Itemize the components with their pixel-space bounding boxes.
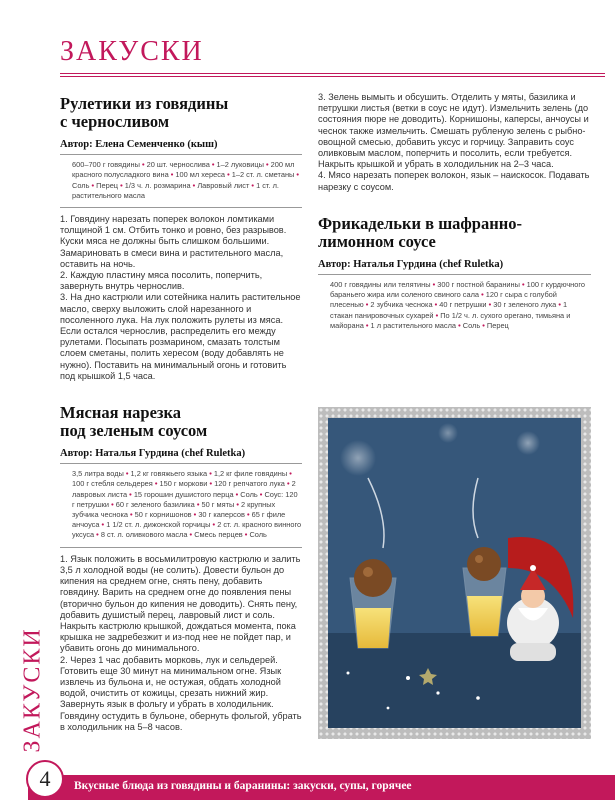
recipe-title: Фрикадельки в шафранно- лимонном соусе — [318, 213, 522, 251]
ingredient-item: 50 г корнишонов — [134, 510, 192, 520]
ingredient-item: 1,2 кг говяжьего языка — [130, 469, 208, 479]
bullet-separator: • — [190, 180, 198, 190]
ingredient-item: 1 ст. л. растительного масла — [72, 180, 279, 200]
recipe-steps — [60, 214, 302, 382]
step-paragraph: 2. Каждую пластину мяса посолить, поперчить, завернуть внутрь чернослив. — [60, 270, 263, 292]
meatballs-in-glasses-photo — [328, 418, 581, 728]
ingredient-item: 1 л растительного масла — [370, 320, 457, 330]
ingredient-item: 2 крупных зубчика чеснока — [72, 499, 276, 520]
side-section-label: ЗАКУСКИ — [19, 627, 46, 753]
ingredient-item: 8 ст. л. оливкового масла — [100, 530, 188, 540]
bullet-separator: • — [187, 530, 195, 540]
header-divider — [60, 73, 605, 74]
bullet-separator: • — [168, 170, 176, 180]
ingredient-item: 100 мл хереса — [175, 170, 226, 180]
ingredient-item: Смесь перцев — [194, 530, 243, 540]
ingredient-item: 120 г репчатого лука — [214, 479, 285, 489]
ingredient-item: 1,2 кг филе говядины — [213, 469, 288, 479]
recipe-author: Автор: Наталья Гурдина (chef Ruletka) — [60, 448, 246, 460]
bullet-separator: • — [257, 489, 265, 499]
bullet-separator: • — [152, 479, 160, 489]
ingredient-item: 15 горошин душистого перца — [133, 489, 234, 499]
section-title: ЗАКУСКИ — [60, 36, 204, 67]
ingredient-item: 200 мл красного полусладкого вина — [72, 160, 295, 180]
bullet-separator: • — [430, 280, 438, 290]
bullet-separator: • — [207, 479, 215, 489]
ingredient-item: 400 г говядины или телятины — [330, 280, 431, 290]
ingredient-item: 3,5 литра воды — [72, 469, 124, 479]
bullet-separator: • — [263, 160, 271, 170]
photo-illustration — [328, 418, 581, 728]
ingredient-list — [318, 280, 591, 331]
bullet-separator: • — [242, 530, 250, 540]
ingredient-item: 100 г стебля сельдерея — [72, 479, 153, 489]
ingredient-list — [60, 469, 302, 540]
ingredient-item: Перец — [486, 320, 509, 330]
ingredient-item: 120 г сыра с голубой плесенью — [330, 290, 557, 310]
header-divider-secondary — [60, 76, 605, 77]
bullet-separator: • — [118, 180, 125, 190]
ingredient-item: Перец — [96, 180, 119, 190]
bullet-separator: • — [123, 469, 131, 479]
bullet-separator: • — [210, 520, 218, 530]
bullet-separator: • — [244, 510, 252, 520]
bullet-separator: • — [432, 300, 440, 310]
ingredient-item: Соль — [249, 530, 267, 540]
book-title: Вкусные блюда из говядины и баранины: закуски, супы, горячее — [74, 780, 412, 792]
bullet-separator: • — [207, 469, 214, 479]
bullet-separator: • — [433, 310, 441, 320]
author-divider — [60, 154, 302, 155]
recipe-steps — [60, 554, 302, 733]
ingredient-item: 1/3 ч. л. розмарина — [124, 180, 191, 190]
ingredient-item: 1 стакан панировочных сухарей — [330, 300, 568, 320]
page-number: 4 — [26, 760, 64, 798]
ingredient-item: 65 г филе анчоуса — [72, 510, 286, 530]
bullet-separator: • — [284, 479, 292, 489]
bullet-separator: • — [94, 530, 101, 540]
ingredient-item: 2 зубчика чеснока — [370, 300, 433, 310]
ingredient-item: 30 г зеленого лука — [493, 300, 557, 310]
left-column — [60, 95, 302, 733]
bullet-separator: • — [480, 320, 487, 330]
ingredient-item: 300 г постной баранины — [437, 280, 520, 290]
bullet-separator: • — [233, 489, 241, 499]
bullet-separator: • — [363, 320, 371, 330]
bullet-separator: • — [363, 300, 371, 310]
ingredient-item: 2 лавровых листа — [72, 479, 296, 499]
ingredient-item: 100 г курдючного бараньего жира или соленого свиного сала — [330, 280, 586, 300]
bullet-separator: • — [209, 160, 217, 170]
ingredient-item: 2 ст. л. красного винного уксуса — [72, 520, 302, 540]
ingredient-item: 30 г каперсов — [198, 510, 245, 520]
ingredient-item: 1–2 ст. л. сметаны — [231, 170, 295, 180]
ingredient-item: 20 шт. чернослива — [146, 160, 210, 170]
bullet-separator: • — [249, 180, 257, 190]
bullet-separator: • — [234, 499, 241, 509]
ingredient-item: 60 г зеленого базилика — [115, 499, 195, 509]
recipe-title: Рулетики из говядины с черносливом — [60, 94, 229, 131]
bullet-separator: • — [519, 280, 527, 290]
bullet-separator: • — [225, 170, 232, 180]
bullet-separator: • — [194, 499, 202, 509]
bullet-separator: • — [294, 170, 299, 180]
step-paragraph: 3. На дно кастрюли или сотейника налить растительное масло, сверху выложить слой нарезанного и посоленного лука. На лук положить рулеты из мяса. Если остался чернослив, распределить его между рулетами. Посыпать розмарином, смазать толстым слоем сметаны, полить хересом (воду добавлять не нужно). Поставить на минимальный огонь и готовить под крышкой 1,5 часа. — [60, 292, 301, 381]
step-paragraph: 2. Через 1 час добавить морковь, лук и сельдерей. Готовить еще 30 минут на минимальном огне. Язык извлечь из бульона и, не остужая, обдать холодной водой, очистить от кожицы, срезать нижний жир. Завернуть язык в фольгу и убрать в холодильник. Говядину остудить в бульоне, обернуть фольгой, убрать в холодильник на 5–8 часов. — [60, 654, 302, 732]
bullet-separator: • — [287, 469, 292, 479]
ingredient-item: Соль — [240, 489, 258, 499]
bullet-separator: • — [191, 510, 199, 520]
ingredient-item: Соус: 120 г петрушки — [72, 489, 298, 509]
step-paragraph: 3. Зелень вымыть и обсушить. Отделить у мяты, базилика и петрушки листья (ветки в соус не идут). Измельчить зелень (до состояния пюре не доводить). Корнишоны, каперсы, анчоусы и чеснок также измельчить. Смешать рубленую зелень с рыбно-овощной смесью, добавить уксус и горчицу. Заправить соус оливковым маслом, поперчить и посолить, если требуется. Накрыть крышкой и убрать в холодильник на 2–3 часа. — [318, 92, 589, 170]
bullet-separator: • — [109, 499, 116, 509]
step-paragraph: 1. Язык положить в восьмилитровую кастрюлю и залить 3,5 л холодной воды (не солить). Довести бульон до кипения на среднем огне, снять пену, добавить говядину. Варить на среднем огне до появления пены (вторично бульон до кипения не доводить). Снять пену, добавить душистый перец, лавровый лист и соль. Накрыть кастрюлю крышкой, дождаться момента, пока крышка не задребезжит и из-под нее не пойдет пар, и убавить огонь до минимального. — [60, 553, 301, 654]
bullet-separator: • — [127, 489, 134, 499]
recipe-author: Автор: Елена Семенченко (кыш) — [60, 139, 218, 150]
bullet-separator: • — [99, 520, 107, 530]
ingredient-item: Соль — [462, 320, 481, 330]
author-divider — [318, 274, 591, 275]
step-paragraph: 1. Говядину нарезать поперек волокон ломтиками толщиной 1 см. Отбить тонко и ровно, без разрывов. Куски мяса не должны быть слишком большими. Замариновать в смеси вина и растительного масла, оставить на ночь. — [60, 214, 287, 269]
ingredient-item: 40 г петрушки — [439, 300, 487, 310]
author-divider — [60, 463, 302, 464]
ingredient-item: 150 г моркови — [159, 479, 208, 489]
ingredient-item: По 1/2 ч. л. сухого орегано, тимьяна и майорана — [330, 310, 571, 330]
bullet-separator: • — [139, 160, 147, 170]
recipe-steps-continued — [318, 92, 591, 193]
bullet-separator: • — [486, 300, 494, 310]
ingredient-item: 1–2 луковицы — [216, 160, 264, 170]
ingredient-item: 1 1/2 ст. л. дижонской горчицы — [106, 520, 211, 530]
ingredient-item: 50 г мяты — [201, 499, 235, 509]
recipe-author: Автор: Наталья Гурдина (chef Ruletka) — [318, 258, 504, 270]
bullet-separator: • — [479, 290, 486, 300]
ingredients-divider — [60, 207, 302, 208]
ingredient-item: 600–700 г говядины — [72, 160, 140, 170]
right-column — [318, 92, 591, 331]
step-paragraph: 4. Мясо нарезать поперек волокон, язык – наискосок. Подавать нарезку с соусом. — [318, 170, 590, 192]
recipe-title: Мясная нарезка под зеленым соусом — [60, 403, 208, 441]
bullet-separator: • — [89, 180, 97, 190]
ingredient-item: Лавровый лист — [197, 180, 250, 190]
bullet-separator: • — [127, 510, 135, 520]
side-section-tab — [14, 600, 48, 770]
bullet-separator: • — [556, 300, 563, 310]
ingredient-item: Соль — [72, 180, 90, 190]
ingredients-divider — [60, 547, 302, 548]
ingredient-list — [60, 160, 302, 201]
bullet-separator: • — [456, 320, 463, 330]
